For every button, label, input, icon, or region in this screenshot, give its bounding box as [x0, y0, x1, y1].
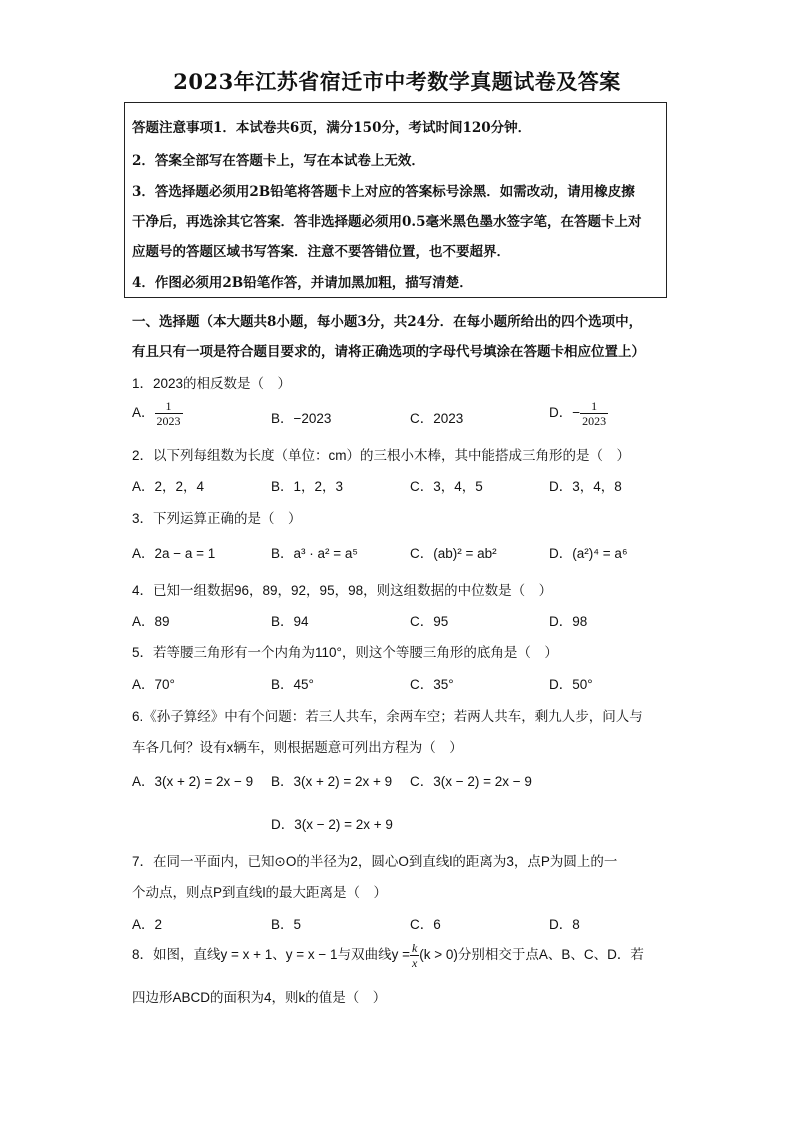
question-5-option-d: D．50°	[549, 677, 593, 692]
question-7-option-d: D．8	[549, 917, 580, 932]
question-4-option-a: A．89	[132, 614, 170, 629]
question-8-stem-start: 8．如图，直线y = x + 1、y = x − 1与双曲线y =	[132, 947, 410, 963]
option-a-label: A．	[132, 405, 155, 421]
question-2-option-d: D．3，4，8	[549, 479, 622, 494]
question-3-option-d: D．(a²)⁴ = a⁶	[549, 546, 628, 561]
question-1-option-c: C．2023	[410, 411, 464, 426]
question-5-option-c: C．35°	[410, 677, 454, 692]
fraction	[155, 399, 183, 428]
question-4-option-c: C．95	[410, 614, 449, 629]
notice-line-5: 应题号的答题区域书写答案．注意不要答错位置，也不要超界．	[132, 244, 510, 260]
question-5-option-a: A．70°	[132, 677, 175, 692]
fraction-numerator: k	[411, 941, 418, 955]
question-8-stem-line-1	[132, 941, 644, 970]
question-6-option-d: D．3(x − 2) = 2x + 9	[271, 817, 393, 832]
question-2-option-a: A．2，2，4	[132, 479, 205, 494]
question-7-option-c: C．6	[410, 917, 441, 932]
question-3-option-b: B．a³ · a² = a⁵	[271, 546, 358, 561]
question-6-stem-line-1: 6.《孙子算经》中有个问题：若三人共车，余两车空；若两人共车，剩九人步，问人与	[132, 709, 643, 724]
question-6-option-a: A．3(x + 2) = 2x − 9	[132, 774, 254, 789]
question-2-option-c: C．3，4，5	[410, 479, 483, 494]
question-1-option-a	[132, 399, 183, 428]
fraction-numerator: 1	[580, 399, 608, 414]
question-7-stem-line-1: 7．在同一平面内，已知⊙O的半径为2，圆心O到直线l的距离为3，点P为圆上的一	[132, 854, 618, 869]
question-5-stem: 5．若等腰三角形有一个内角为110°，则这个等腰三角形的底角是（ ）	[132, 645, 558, 660]
question-2-option-b: B．1，2，3	[271, 479, 344, 494]
question-3-option-c: C．(ab)² = ab²	[410, 546, 497, 561]
fraction	[410, 941, 419, 970]
question-8-stem-line-2: 四边形ABCD的面积为4，则k的值是（ ）	[132, 990, 387, 1005]
question-1-stem: 1．2023的相反数是（ ）	[132, 376, 292, 391]
question-3-stem: 3．下列运算正确的是（ ）	[132, 511, 302, 526]
notice-line-1: 答题注意事项1．本试卷共6页，满分150分，考试时间120分钟．	[132, 120, 532, 136]
page-title: 2023年江苏省宿迁市中考数学真题试卷及答案	[173, 69, 621, 94]
question-6-stem-line-2: 车各几何？设有x辆车，则根据题意可列出方程为（ ）	[132, 740, 463, 755]
fraction-denominator: 2023	[582, 414, 607, 428]
notice-line-4: 干净后，再选涂其它答案．答非选择题必须用0.5毫米黑色墨水签字笔，在答题卡上对	[132, 214, 642, 230]
notice-line-2: 2．答案全部写在答题卡上，写在本试卷上无效．	[132, 153, 425, 169]
question-4-option-d: D．98	[549, 614, 588, 629]
question-6-option-c: C．3(x − 2) = 2x − 9	[410, 774, 532, 789]
question-3-option-a: A．2a − a = 1	[132, 546, 216, 561]
notice-line-6: 4．作图必须用2B铅笔作答，并请加黑加粗，描写清楚．	[132, 275, 473, 291]
notice-line-3: 3．答选择题必须用2B铅笔将答题卡上对应的答案标号涂黑．如需改动，请用橡皮擦	[132, 184, 635, 200]
question-6-option-b: B．3(x + 2) = 2x + 9	[271, 774, 393, 789]
section-heading-line-1: 一、选择题（本大题共8小题，每小题3分，共24分．在每小题所给出的四个选项中，	[132, 314, 643, 330]
section-heading-line-2: 有且只有一项是符合题目要求的，请将正确选项的字母代号填涂在答题卡相应位置上）	[132, 344, 645, 360]
question-4-option-b: B．94	[271, 614, 309, 629]
fraction-denominator: x	[411, 956, 418, 970]
question-4-stem: 4．已知一组数据96，89，92，95，98，则这组数据的中位数是（ ）	[132, 583, 553, 598]
fraction	[580, 399, 608, 428]
option-d-label: D．−	[549, 405, 581, 421]
question-5-option-b: B．45°	[271, 677, 314, 692]
fraction-numerator: 1	[155, 399, 183, 414]
fraction-denominator: 2023	[156, 414, 181, 428]
question-7-stem-line-2: 个动点，则点P到直线l的最大距离是（ ）	[132, 885, 388, 900]
question-7-option-a: A．2	[132, 917, 163, 932]
question-1-option-b: B．−2023	[271, 411, 332, 426]
question-7-option-b: B．5	[271, 917, 302, 932]
question-2-stem: 2．以下列每组数为长度（单位：cm）的三根小木棒，其中能搭成三角形的是（ ）	[132, 448, 631, 463]
question-1-option-d	[549, 399, 608, 428]
question-8-stem-end: (k > 0)分别相交于点A、B、C、D．若	[419, 947, 644, 963]
